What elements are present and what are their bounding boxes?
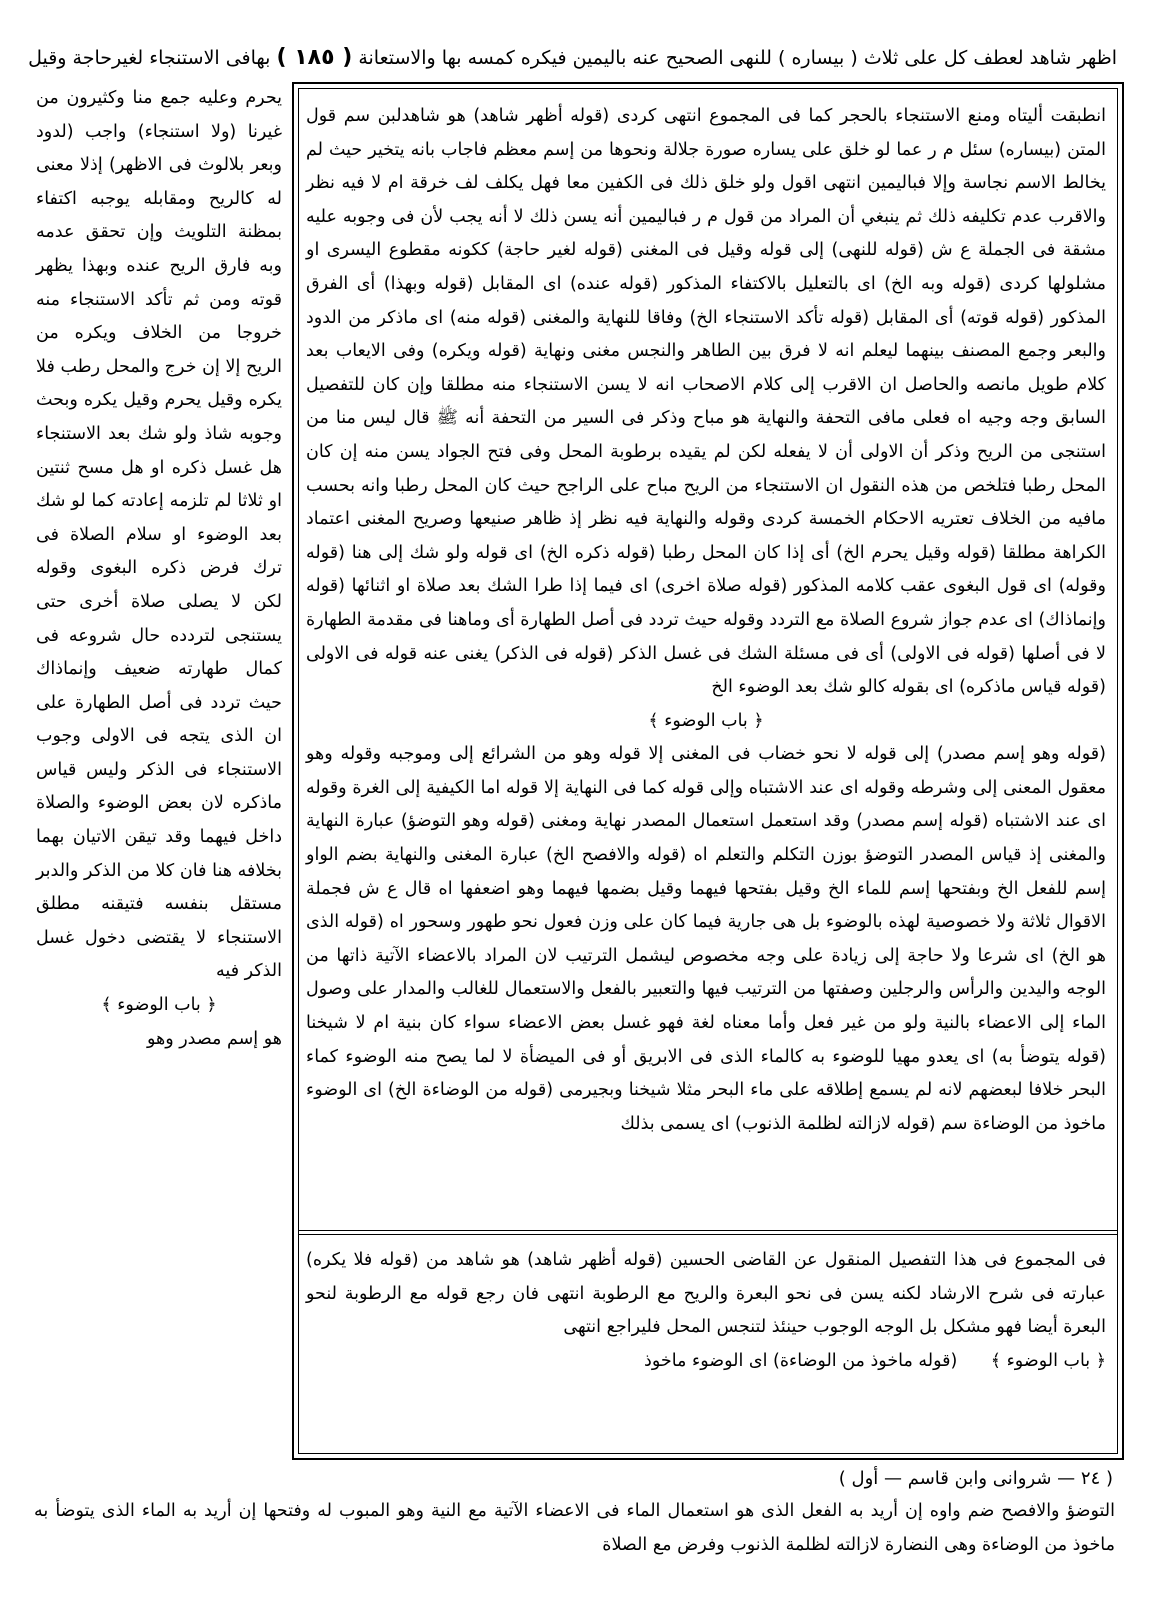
- matn-heading: ﴿ باب الوضوء ﴾: [101, 995, 217, 1016]
- commentary-paragraph: انطبقت أليتاه ومنع الاستنجاء بالحجر كما فى المجموع انتهى كردى (قوله أظهر شاهد) هو شاهدلبن سم قول المتن (بيساره) سئل م ر عما لو خلق على يساره صورة جلالة ونحوها من إسم معظم فاجاب بانه يتخير حيث لم يخالط الاسم نجاسة وإلا فباليمين انتهى اقول ولو خلق ذلك فى الكفين معا فهل يكلف لف خرقة ام لا فيه نظر والاقرب عدم تكليفه ذلك ثم ينبغي أن المراد من قول م ر فباليمين أنه يسن ذلك لا أنه يجب لأن فى وجوبه عليه مشقة فى الجملة ع ش (قوله للنهى) إلى قوله وقيل فى المغنى (قوله لغير حاجة) ككونه مقطوع اليسرى او مشلولها كردى (قوله وبه الخ) اى بالتعليل بالاكتفاء المذكور (قوله عنده) اى المقابل (قوله وبهذا) أى الفرق المذكور (قوله قوته) أى المقابل (قوله تأكد الاستنجاء الخ) وفاقا للنهاية والمغنى (قوله منه) اى ماذكر من الدود والبعر وجمع المصنف بينهما ليعلم انه لا فرق بين الطاهر والنجس مغنى ونهاية (قوله ويكره) وفى الايعاب بعد كلام طويل مانصه والحاصل ان الاقرب إلى كلام الاصحاب انه لا يسن الاستنجاء منه مطلقا وإن كان للتفصيل السابق وجه وجيه اه فعلى مافى التحفة والنهاية هو مباح وذكر فى السير من التحفة أنه ﷺ قال ليس منا من استنجى من الريح وذكر أن الاولى أن لا يفعله لكن لم يقيده برطوبة المحل وفى فتح الجواد يسن منه إن كان المحل رطبا فتلخص من هذه النقول ان الاستنجاء من الريح مباح على الراجح حيث كان المحل رطبا وانه بحسب مافيه من الخلاف تعتريه الاحكام الخمسة كردى وقوله والنهاية فيه نظر إذ ظاهر صنيعها وصريح المغنى اعتماد الكراهة مطلقا (قوله وقيل يحرم الخ) أى إذا كان المحل رطبا (قوله ذكره الخ) اى قوله ولو شك إلى هنا (قوله وقوله) اى قول البغوى عقب كلامه المذكور (قوله صلاة اخرى) اى فيما إذا طرا الشك بعد صلاة او اثنائها (قوله وإنماذاك) اى عدم جواز شروع الصلاة مع التردد وقوله حيث تردد فى أصل الطهارة أى وماهنا فى مقدمة الطهارة لا فى أصلها (قوله فى الاولى) أى فى مسئلة الشك فى غسل الذكر (قوله فى الذكر) يغنى عنه قوله فى الاولى (قوله قياس ماذكره) اى بقوله كالو شك بعد الوضوء الخ: [306, 106, 1106, 698]
- volume-label: ( ٢٤ — شروانى وابن قاسم — أول ): [838, 1468, 1113, 1489]
- matn-paragraph: يحرم وعليه جمع منا وكثيرون من غيرنا (ولا استنجاء) واجب (لدود وبعر بلالوث فى الاظهر) إذلا معنى له كالريح ومقابله يوجبه اكتفاء بمظنة التلويث وإن تحقق عدمه وبه فارق الريح عنده وبهذا يظهر قوته ومن ثم تأكد الاستنجاء منه خروجا من الخلاف ويكره من الريح إلا إن خرج والمحل رطب فلا يكره وقيل يحرم وقيل يكره وبحث وجوبه شاذ ولو شك بعد الاستنجاء هل غسل ذكره او هل مسح ثنتين او ثلاثا لم تلزمه إعادته كما لو شك بعد الوضوء او سلام الصلاة فى ترك فرض ذكره البغوى وقوله لكن لا يصلى صلاة أخرى حتى يستنجى لتردده حال شروعه فى كمال طهارته ضعيف وإنماذاك حيث تردد فى أصل الطهارة على ان الذى يتجه فى الاولى وجوب الاستنجاء فى الذكر وليس قياس ماذكره لان بعض الوضوء والصلاة داخل فيهما وقد تيقن الاتيان بهما بخلافه هنا فان كلا من الذكر والدبر مستقل بنفسه فتيقنه مطلق الاستنجاء لا يقتضى دخول غسل الذكر فيه: [36, 88, 282, 982]
- header-right-text: اظهر شاهد لعطف كل على ثلاث ( بيساره ) للنهى الصحيح عنه باليمين فيكره كمسه بها والاستعانة: [358, 47, 1117, 69]
- running-header: [28, 40, 1117, 76]
- footnote-divider-bottom: [298, 1234, 1118, 1235]
- footnote-last-line: [306, 1345, 1106, 1379]
- commentary-paragraph: (قوله وهو إسم مصدر) إلى قوله لا نحو خضاب فى المغنى إلا قوله وهو من الشرائع إلى وموجبه وقوله وهو معقول المعنى إلى وشرطه وقوله اى عند الاشتباه وإلى قوله كما فى النهاية إلا قوله اما الكيفية إلى الغرة وقوله اى عند الاشتباه (قوله إسم مصدر) وقد استعمل استعمال المصدر نهاية ومغنى (قوله وهو التوضؤ) عبارة النهاية والمغنى إذ قياس المصدر التوضؤ بوزن التكلم والتعلم اه (قوله والافصح الخ) عبارة المغنى والنهاية بضم الواو إسم للفعل الخ وبفتحها إسم للماء الخ وقيل بفتحها فيهما وقيل بضمها فيهما وهو اضعفها اه قال ع ش فجملة الاقوال ثلاثة ولا خصوصية لهذه بالوضوء بل هى جارية فيما كان على وزن فعول نحو طهور وسحور اه (قوله الذى هو الخ) اى شرعا ولا حاجة إلى زيادة على وجه مخصوص ليشمل الترتيب لان المراد بالاعضاء الآتية ذاتها من الوجه واليدين والرأس والرجلين وصفتها من الترتيب فيها والتعبير بالفعل والاستعمال للغالب والمدار على وصول الماء إلى الاعضاء بالنية ولو من غير فعل وأما معناه لغة فهو غسل بعض الاعضاء سواء كان بنية ام لا شيخنا (قوله يتوضأ به) اى يعدو مهيا للوضوء به كالماء الذى فى الابريق أو فى الميضأة لا لما يصح منه الوضوء كماء البحر خلافا لبعضهم لانه لم يسمع إطلاقه على ماء البحر مثلا شيخنا وبجيرمى (قوله من الوضاءة الخ) اى الوضوء ماخوذ من الوضاءة سم (قوله لازالته لظلمة الذنوب) اى يسمى بذلك: [306, 744, 1106, 1134]
- commentary-main-text: [306, 100, 1106, 1218]
- footnote-paragraph: فى المجموع فى هذا التفصيل المنقول عن القاضى الحسين (قوله أظهر شاهد) هو شاهد من (قوله فلا يكره) عبارته فى شرح الارشاد لكنه يسن فى نحو البعرة والريح مع الرطوبة انتهى فان رجع قوله مع الرطوبة لنحو البعرة أيضا فهو مشكل بل الوجه الوجوب حينئذ لتنجس المحل فليراجع انتهى: [306, 1250, 1106, 1338]
- footnote-divider-top: [298, 1230, 1118, 1231]
- page-number: ( ١٨٥ ): [276, 45, 353, 70]
- footnote-text: [306, 1244, 1106, 1444]
- footnote-closing: (قوله ماخوذ من الوضاءة) اى الوضوء ماخوذ: [644, 1350, 958, 1371]
- footnote-heading: ﴿ باب الوضوء ﴾: [990, 1350, 1106, 1371]
- matn-side-column: [36, 82, 282, 1460]
- section-heading: ﴿ باب الوضوء ﴾: [648, 710, 764, 731]
- matn-bottom-text: التوضؤ والافصح ضم واوه إن أريد به الفعل الذى هو استعمال الماء فى الاعضاء الآتية مع النية وهو المبوب له وفتحها إن أريد به الماء الذى يتوضأ به ماخوذ من الوضاءة وهى النضارة لازالته لظلمة الذنوب وفرض مع الصلاة: [34, 1501, 1115, 1555]
- header-left-text: بهافى الاستنجاء لغيرحاجة وقيل: [28, 47, 271, 69]
- matn-last-line: هو إسم مصدر وهو: [146, 1028, 282, 1049]
